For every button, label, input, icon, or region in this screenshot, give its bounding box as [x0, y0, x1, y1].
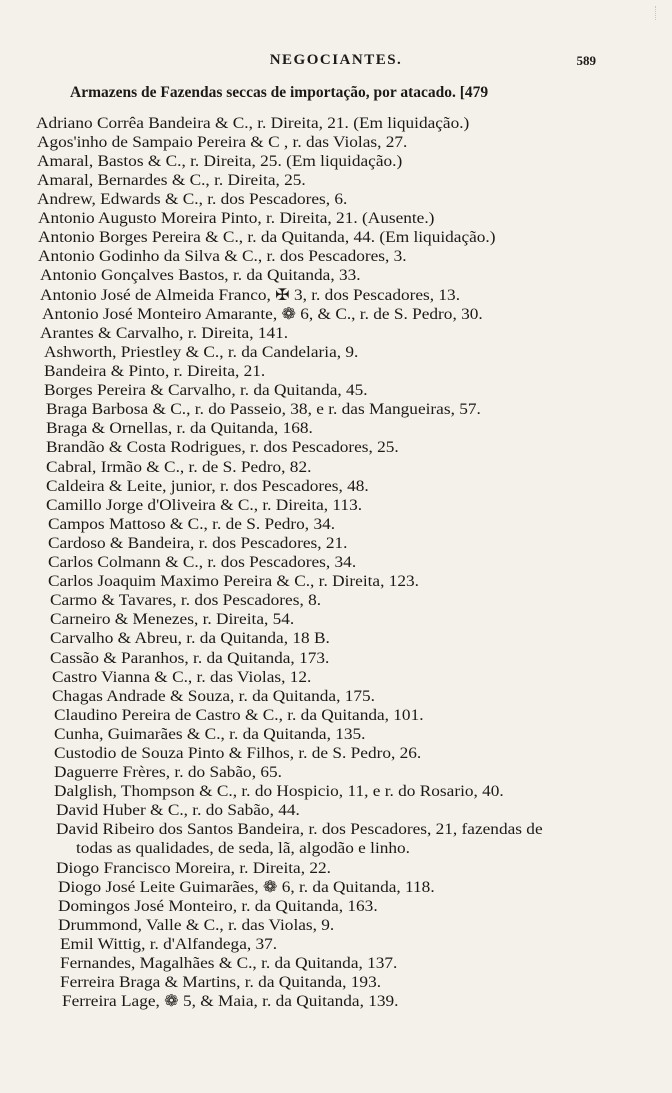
list-item: Custodio de Souza Pinto & Filhos, r. de S. Pedro, 26.	[54, 745, 422, 762]
list-item: Carlos Joaquim Maximo Pereira & C., r. Direita, 123.	[48, 573, 419, 590]
list-item: Emil Wittig, r. d'Alfandega, 37.	[60, 936, 278, 953]
section-heading: Armazens de Fazendas seccas de importação, por atacado. [479	[70, 84, 489, 101]
list-item: Diogo Francisco Moreira, r. Direita, 22.	[56, 860, 331, 877]
list-item: Domingos José Monteiro, r. da Quitanda, 163.	[58, 898, 378, 915]
list-item: Chagas Andrade & Souza, r. da Quitanda, 175.	[52, 688, 375, 705]
list-item: Antonio Augusto Moreira Pinto, r. Direita, 21. (Ausente.)	[38, 210, 435, 227]
list-item: Campos Mattoso & C., r. de S. Pedro, 34.	[48, 516, 336, 533]
list-item: Ashworth, Priestley & C., r. da Candelaria, 9.	[44, 344, 359, 361]
list-item: Cunha, Guimarães & C., r. da Quitanda, 135.	[54, 726, 366, 743]
list-item: Antonio José de Almeida Franco, ✠ 3, r. dos Pescadores, 13.	[40, 287, 461, 304]
list-item: Adriano Corrêa Bandeira & C., r. Direita, 21. (Em liquidação.)	[36, 115, 470, 132]
list-item: Andrew, Edwards & C., r. dos Pescadores, 6.	[37, 191, 348, 208]
list-item: Carlos Colmann & C., r. dos Pescadores, 34.	[48, 554, 357, 571]
list-item: Antonio José Monteiro Amarante, ❁ 6, & C., r. de S. Pedro, 30.	[42, 306, 483, 323]
list-item: Cassão & Paranhos, r. da Quitanda, 173.	[50, 650, 330, 667]
running-title: NEGOCIANTES.	[269, 52, 403, 68]
list-item: Arantes & Carvalho, r. Direita, 141.	[40, 325, 289, 342]
list-item: Amaral, Bastos & C., r. Direita, 25. (Em liquidação.)	[37, 153, 403, 170]
list-item: Castro Vianna & C., r. das Violas, 12.	[52, 669, 312, 686]
list-item: Fernandes, Magalhães & C., r. da Quitanda, 137.	[60, 955, 398, 972]
list-item: Borges Pereira & Carvalho, r. da Quitanda, 45.	[44, 382, 368, 399]
list-item: Dalglish, Thompson & C., r. do Hospicio, 11, e r. do Rosario, 40.	[54, 783, 504, 800]
list-item: David Ribeiro dos Santos Bandeira, r. dos Pescadores, 21, fazendas de	[56, 821, 543, 838]
list-item: Braga & Ornellas, r. da Quitanda, 168.	[46, 420, 313, 437]
list-item: Braga Barbosa & C., r. do Passeio, 38, e r. das Mangueiras, 57.	[46, 401, 481, 418]
list-item: Antonio Godinho da Silva & C., r. dos Pescadores, 3.	[38, 248, 407, 265]
running-head	[0, 52, 672, 72]
list-item: Agos'inho de Sampaio Pereira & C , r. das Violas, 27.	[37, 134, 408, 151]
list-item: Camillo Jorge d'Oliveira & C., r. Direita, 113.	[46, 497, 363, 514]
list-item: Bandeira & Pinto, r. Direita, 21.	[44, 363, 266, 380]
list-item: Carneiro & Menezes, r. Direita, 54.	[50, 611, 295, 628]
list-item: Carmo & Tavares, r. dos Pescadores, 8.	[50, 592, 322, 609]
list-item: Antonio Borges Pereira & C., r. da Quitanda, 44. (Em liquidação.)	[38, 229, 496, 246]
list-item: Antonio Gonçalves Bastos, r. da Quitanda, 33.	[40, 267, 361, 284]
list-item: Claudino Pereira de Castro & C., r. da Quitanda, 101.	[54, 707, 424, 724]
list-item: Cardoso & Bandeira, r. dos Pescadores, 21.	[48, 535, 348, 552]
list-item: Caldeira & Leite, junior, r. dos Pescadores, 48.	[46, 478, 369, 495]
list-item: Ferreira Lage, ❁ 5, & Maia, r. da Quitanda, 139.	[62, 993, 399, 1010]
list-item: Daguerre Frères, r. do Sabão, 65.	[54, 764, 282, 781]
list-item: Drummond, Valle & C., r. das Violas, 9.	[58, 917, 335, 934]
list-item: Brandão & Costa Rodrigues, r. dos Pescadores, 25.	[46, 439, 399, 456]
page-edge-mark	[655, 6, 666, 20]
list-item: Ferreira Braga & Martins, r. da Quitanda, 193.	[60, 974, 382, 991]
list-item: todas as qualidades, de seda, lã, algodão e linho.	[76, 840, 410, 857]
list-item: David Huber & C., r. do Sabão, 44.	[56, 802, 300, 819]
page-number: 589	[576, 53, 596, 68]
list-item: Diogo José Leite Guimarães, ❁ 6, r. da Quitanda, 118.	[58, 879, 435, 896]
list-item: Amaral, Bernardes & C., r. Direita, 25.	[37, 172, 306, 189]
list-item: Cabral, Irmão & C., r. de S. Pedro, 82.	[46, 459, 312, 476]
list-item: Carvalho & Abreu, r. da Quitanda, 18 B.	[50, 630, 330, 647]
